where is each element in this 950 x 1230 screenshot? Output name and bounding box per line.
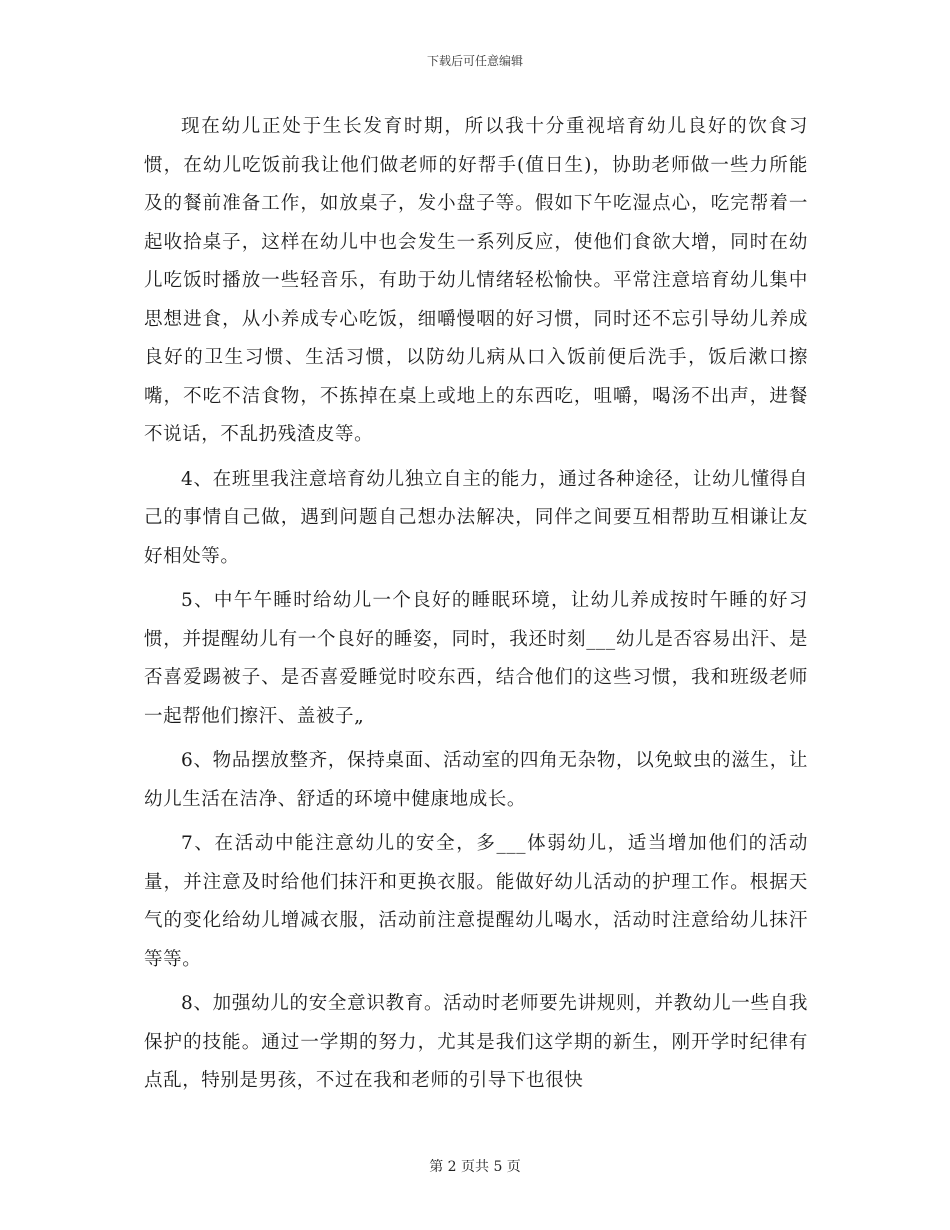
paragraph-intro: 现在幼儿正处于生长发育时期，所以我十分重视培育幼儿良好的饮食习惯，在幼儿吃饭前我让他们做老师的好帮手(值日生)，协助老师做一些力所能及的餐前准备工作，如放桌子，发小盘子等。假如下午吃湿点心，吃完帮着一起收拾桌子，这样在幼儿中也会发生一系列反应，使他们食欲大增，同时在幼儿吃饭时播放一些轻音乐，有助于幼儿情绪轻松愉快。平常注意培育幼儿集中思想进食，从小养成专心吃饭，细嚼慢咽的好习惯，同时还不忘引导幼儿养成良好的卫生习惯、生活习惯，以防幼儿病从口入饭前便后洗手，饭后漱口擦嘴，不吃不洁食物，不拣掉在桌上或地上的东西吃，咀嚼，喝汤不出声，进餐不说话，不乱扔残渣皮等。 [144,116,808,445]
paragraph-item-6: 6、物品摆放整齐，保持桌面、活动室的四角无杂物，以免蚊虫的滋生，让幼儿生活在洁净、舒适的环境中健康地成长。 [144,750,808,810]
paragraph-item-7: 7、在活动中能注意幼儿的安全，多___体弱幼儿，适当增加他们的活动量，并注意及时给他们抹汗和更换衣服。能做好幼儿活动的护理工作。根据天气的变化给幼儿增减衣服，活动前注意提醒幼儿喝水，活动时注意给幼儿抹汗等等。 [144,833,808,970]
document-body [144,108,808,1107]
paragraph-item-5: 5、中午午睡时给幼儿一个良好的睡眠环境，让幼儿养成按时午睡的好习惯，并提醒幼儿有一个良好的睡姿，同时，我还时刻___幼儿是否容易出汗、是否喜爱踢被子、是否喜爱睡觉时咬东西，结合他们的这些习惯，我和班级老师一起帮他们擦汗、盖被子„ [144,590,808,727]
paragraph-item-8: 8、加强幼儿的安全意识教育。活动时老师要先讲规则，并教幼儿一些自我保护的技能。通过一学期的努力，尤其是我们这学期的新生，刚开学时纪律有点乱，特别是男孩，不过在我和老师的引导下也很快 [144,993,808,1091]
paragraph-item-4: 4、在班里我注意培育幼儿独立自主的能力，通过各种途径，让幼儿懂得自己的事情自己做，遇到问题自己想办法解决，同伴之间要互相帮助互相谦让友好相处等。 [144,468,808,567]
page-header: 下载后可任意编辑 [426,54,523,68]
page-number-footer: 第 2 页共 5 页 [429,1159,521,1175]
